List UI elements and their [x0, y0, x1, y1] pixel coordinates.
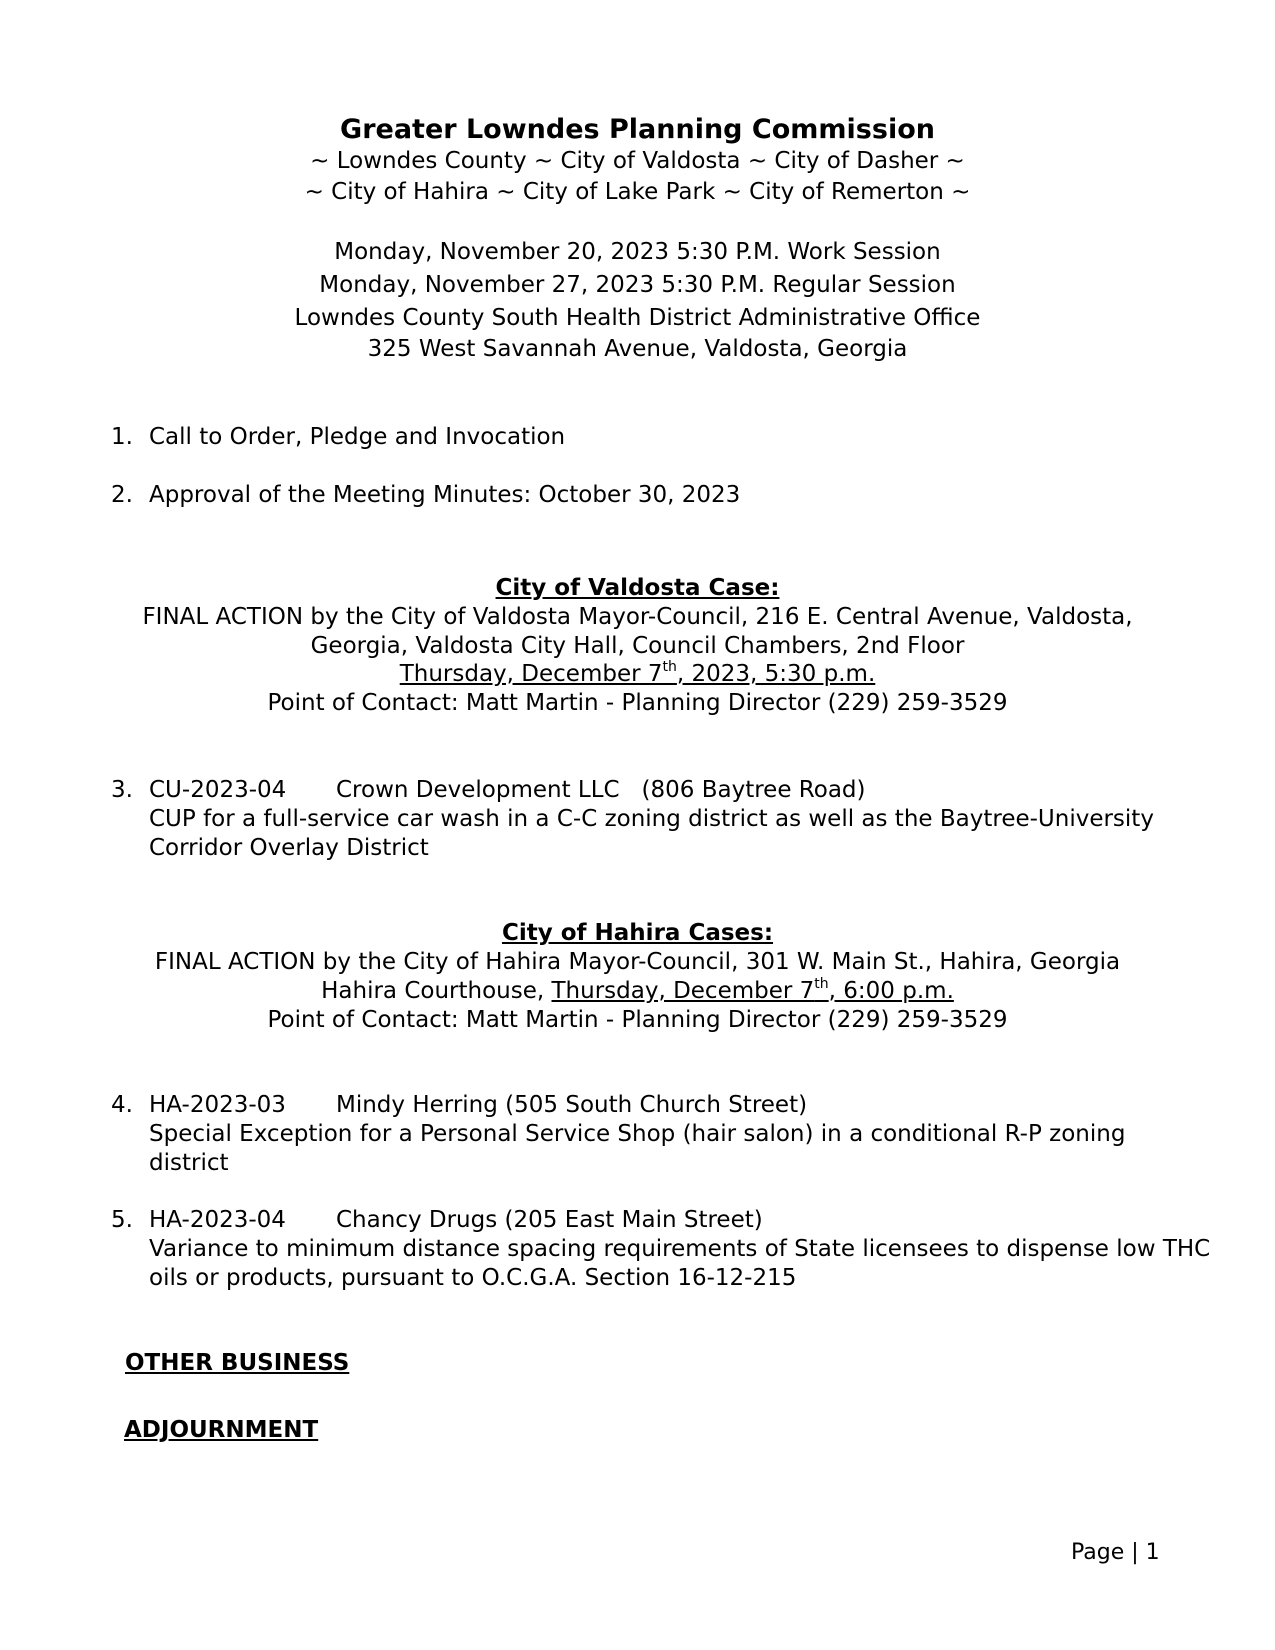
- valdosta-contact: Point of Contact: Matt Martin - Planning Director (229) 259-3529: [267, 690, 1008, 716]
- date-suffix: th: [662, 659, 677, 676]
- adjournment-heading: ADJOURNMENT: [124, 1417, 319, 1443]
- work-session-line: Monday, November 20, 2023 5:30 P.M. Work Session: [334, 239, 941, 265]
- case-number: CU-2023-04: [149, 777, 287, 803]
- date-text: Thursday, December 7: [551, 978, 815, 1004]
- hahira-final-action-line: FINAL ACTION by the City of Hahira Mayor-Council, 301 W. Main St., Hahira, Georgia: [154, 949, 1121, 975]
- case-applicant: Mindy Herring (505 South Church Street): [336, 1092, 808, 1118]
- item-number: 3.: [111, 777, 133, 803]
- jurisdictions-line-1: ~ Lowndes County ~ City of Valdosta ~ City of Dasher ~: [310, 148, 965, 174]
- date-text: Thursday, December 7: [399, 661, 663, 687]
- address-line: 325 West Savannah Avenue, Valdosta, Georgia: [367, 336, 908, 362]
- hahira-contact: Point of Contact: Matt Martin - Planning Director (229) 259-3529: [267, 1007, 1008, 1033]
- item-number: 5.: [111, 1207, 133, 1233]
- venue-line: Lowndes County South Health District Administrative Office: [294, 305, 981, 331]
- date-time-text: , 6:00 p.m.: [828, 978, 954, 1004]
- valdosta-meeting-date: [0, 659, 1275, 689]
- item-number: 1.: [111, 424, 133, 450]
- date-time-text: , 2023, 5:30 p.m.: [676, 661, 876, 687]
- case-description-line-1: CUP for a full-service car wash in a C-C zoning district as well as the Baytree-University: [149, 806, 1154, 832]
- hahira-meeting-date: [0, 976, 1275, 1006]
- jurisdictions-line-2: ~ City of Hahira ~ City of Lake Park ~ City of Remerton ~: [304, 179, 971, 205]
- case-number: HA-2023-03: [149, 1092, 286, 1118]
- date-suffix: th: [814, 976, 829, 993]
- regular-session-line: Monday, November 27, 2023 5:30 P.M. Regular Session: [319, 272, 956, 298]
- case-description-line-1: Special Exception for a Personal Service Shop (hair salon) in a conditional R-P zoning: [149, 1121, 1126, 1147]
- case-number: HA-2023-04: [149, 1207, 286, 1233]
- place-text: Hahira Courthouse,: [321, 978, 552, 1004]
- valdosta-final-action-line-2: Georgia, Valdosta City Hall, Council Chambers, 2nd Floor: [310, 633, 965, 659]
- other-business-heading: OTHER BUSINESS: [125, 1350, 350, 1376]
- case-description-line-2: district: [149, 1150, 229, 1176]
- item-text: Call to Order, Pledge and Invocation: [149, 424, 566, 450]
- case-applicant: Chancy Drugs (205 East Main Street): [336, 1207, 763, 1233]
- case-applicant: Crown Development LLC (806 Baytree Road): [336, 777, 866, 803]
- hahira-heading: City of Hahira Cases:: [501, 920, 774, 946]
- valdosta-final-action-line-1: FINAL ACTION by the City of Valdosta Mayor-Council, 216 E. Central Avenue, Valdosta,: [142, 604, 1133, 630]
- item-text: Approval of the Meeting Minutes: October 30, 2023: [149, 482, 741, 508]
- item-number: 4.: [111, 1092, 133, 1118]
- case-description-line-1: Variance to minimum distance spacing requirements of State licensees to dispense low THC: [149, 1236, 1211, 1262]
- page-number: Page | 1: [1071, 1540, 1160, 1565]
- valdosta-heading: City of Valdosta Case:: [495, 575, 780, 601]
- case-description-line-2: oils or products, pursuant to O.C.G.A. Section 16-12-215: [149, 1265, 797, 1291]
- item-number: 2.: [111, 482, 133, 508]
- case-description-line-2: Corridor Overlay District: [149, 835, 429, 861]
- document-title: Greater Lowndes Planning Commission: [340, 114, 935, 145]
